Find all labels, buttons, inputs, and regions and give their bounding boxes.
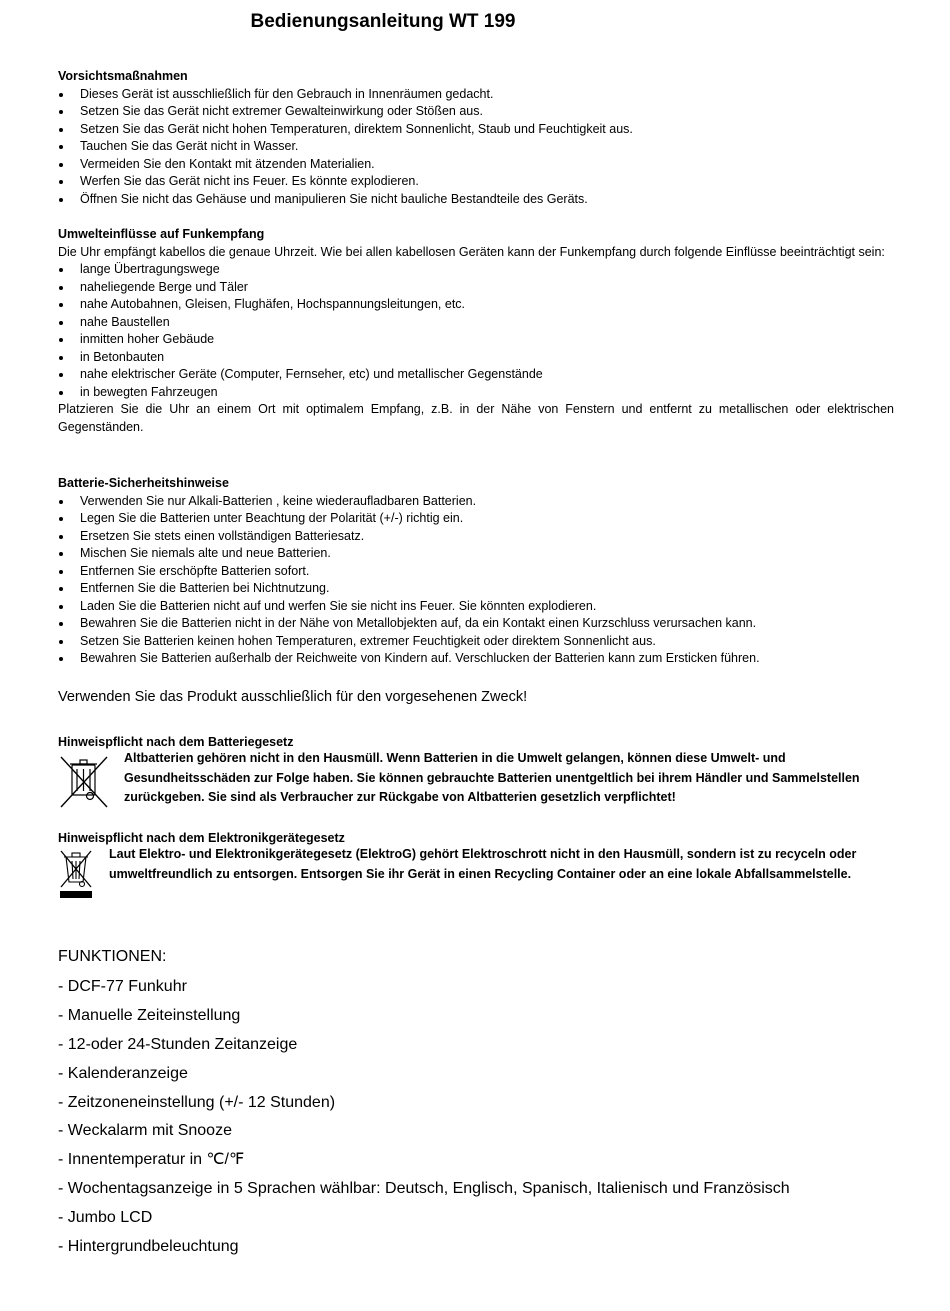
radio-intro: Die Uhr empfängt kabellos die genaue Uhrzeit. Wie bei allen kabellosen Geräten kann der Funkempfang durch folgende Einflüsse beeinträchtigt sein: [58,244,885,259]
precautions-list [58,86,894,209]
list-item: naheliegende Berge und Täler [58,279,894,297]
list-item: Setzen Sie Batterien keinen hohen Temperaturen, extremer Feuchtigkeit oder direktem Sonnenlicht aus. [58,633,894,651]
crossed-out-battery-bin-icon [58,755,110,809]
list-item: - Kalenderanzeige [58,1064,188,1082]
list-item: - 12-oder 24-Stunden Zeitanzeige [58,1035,298,1053]
radio-list [58,261,894,401]
electronics-law-heading: Hinweispflicht nach dem Elektronikgerätegesetz [58,831,345,845]
list-item: lange Übertragungswege [58,261,894,279]
list-item: Mischen Sie niemals alte und neue Batterien. [58,545,894,563]
battery-law-text: Altbatterien gehören nicht in den Hausmüll. Wenn Batterien in die Umwelt gelangen, können diese Umwelt- und Gesundheitsschäden zur Folge haben. Sie können gebrauchte Batterien unentgeltlich bei ihrem Händler und Sammelstellen zurückgeben. Sie sind als Verbraucher zur Rückgabe von Altbatterien gesetzlich verpflichtet! [124,751,860,804]
electronics-law-notice [58,831,894,884]
list-item: Werfen Sie das Gerät nicht ins Feuer. Es könnte explodieren. [58,173,894,191]
features-list [58,976,790,1265]
battery-law-heading: Hinweispflicht nach dem Batteriegesetz [58,735,294,749]
electronics-law-text: Laut Elektro- und Elektronikgerätegesetz (ElektroG) gehört Elektroschrott nicht in den Hausmüll, sondern ist zu recyceln oder umweltfreundlich zu entsorgen. Entsorgen Sie ihr Gerät in einen Recycling Container oder an eine lokale Abfallsammelstelle. [109,847,857,881]
list-item: - Wochentagsanzeige in 5 Sprachen wählbar: Deutsch, Englisch, Spanisch, Italienisch und Französisch [58,1180,790,1198]
list-item: Bewahren Sie die Batterien nicht in der Nähe von Metallobjekten auf, da ein Kontakt einen Kurzschluss verursachen kann. [58,615,894,633]
battery-law-notice [58,735,894,808]
list-item: - Jumbo LCD [58,1209,153,1227]
list-item: nahe elektrischer Geräte (Computer, Fernseher, etc) und metallischer Gegenstände [58,366,894,384]
list-item: - Weckalarm mit Snooze [58,1122,232,1140]
list-item: inmitten hoher Gebäude [58,331,894,349]
list-item: Setzen Sie das Gerät nicht hohen Temperaturen, direktem Sonnenlicht, Staub und Feuchtigkeit aus. [58,121,894,139]
list-item: - Manuelle Zeiteinstellung [58,1006,241,1024]
list-item: - Zeitzoneneinstellung (+/- 12 Stunden) [58,1093,336,1111]
list-item: - Hintergrundbeleuchtung [58,1238,239,1256]
precautions-heading: Vorsichtsmaßnahmen [58,69,188,83]
page-title: Bedienungsanleitung WT 199 [250,11,516,32]
battery-heading: Batterie-Sicherheitshinweise [58,476,229,490]
list-item: Ersetzen Sie stets einen vollständigen Batteriesatz. [58,528,894,546]
list-item: Laden Sie die Batterien nicht auf und werfen Sie sie nicht ins Feuer. Sie könnten explodieren. [58,598,894,616]
radio-heading: Umwelteinflüsse auf Funkempfang [58,227,265,241]
list-item: in bewegten Fahrzeugen [58,384,894,402]
list-item: Vermeiden Sie den Kontakt mit ätzenden Materialien. [58,156,894,174]
crossed-out-wheelie-bin-icon [58,849,94,899]
list-item: Entfernen Sie die Batterien bei Nichtnutzung. [58,580,894,598]
radio-section [58,226,894,436]
list-item: Öffnen Sie nicht das Gehäuse und manipulieren Sie nicht bauliche Bestandteile des Geräts. [58,191,894,209]
list-item: Dieses Gerät ist ausschließlich für den Gebrauch in Innenräumen gedacht. [58,86,894,104]
list-item: nahe Baustellen [58,314,894,332]
list-item: Entfernen Sie erschöpfte Batterien sofort. [58,563,894,581]
features-heading: FUNKTIONEN: [58,948,167,965]
list-item: Verwenden Sie nur Alkali-Batterien , keine wiederaufladbaren Batterien. [58,493,894,511]
list-item: nahe Autobahnen, Gleisen, Flughäfen, Hochspannungsleitungen, etc. [58,296,894,314]
list-item: Setzen Sie das Gerät nicht extremer Gewalteinwirkung oder Stößen aus. [58,103,894,121]
list-item: Bewahren Sie Batterien außerhalb der Reichweite von Kindern auf. Verschlucken der Batterien kann zum Ersticken führen. [58,650,894,668]
list-item: Legen Sie die Batterien unter Beachtung der Polarität (+/-) richtig ein. [58,510,894,528]
list-item: in Betonbauten [58,349,894,367]
list-item: - DCF-77 Funkuhr [58,978,187,995]
radio-outro: Platzieren Sie die Uhr an einem Ort mit optimalem Empfang, z.B. in der Nähe von Fenstern und entfernt zu metallischen oder elektrischen Gegenständen. [58,402,894,434]
list-item: - Innentemperatur in ℃/℉ [58,1151,245,1169]
usage-note: Verwenden Sie das Produkt ausschließlich für den vorgesehenen Zweck! [58,689,528,705]
precautions-section [58,68,894,208]
battery-section [58,475,894,668]
list-item: Tauchen Sie das Gerät nicht in Wasser. [58,138,894,156]
battery-list [58,493,894,668]
